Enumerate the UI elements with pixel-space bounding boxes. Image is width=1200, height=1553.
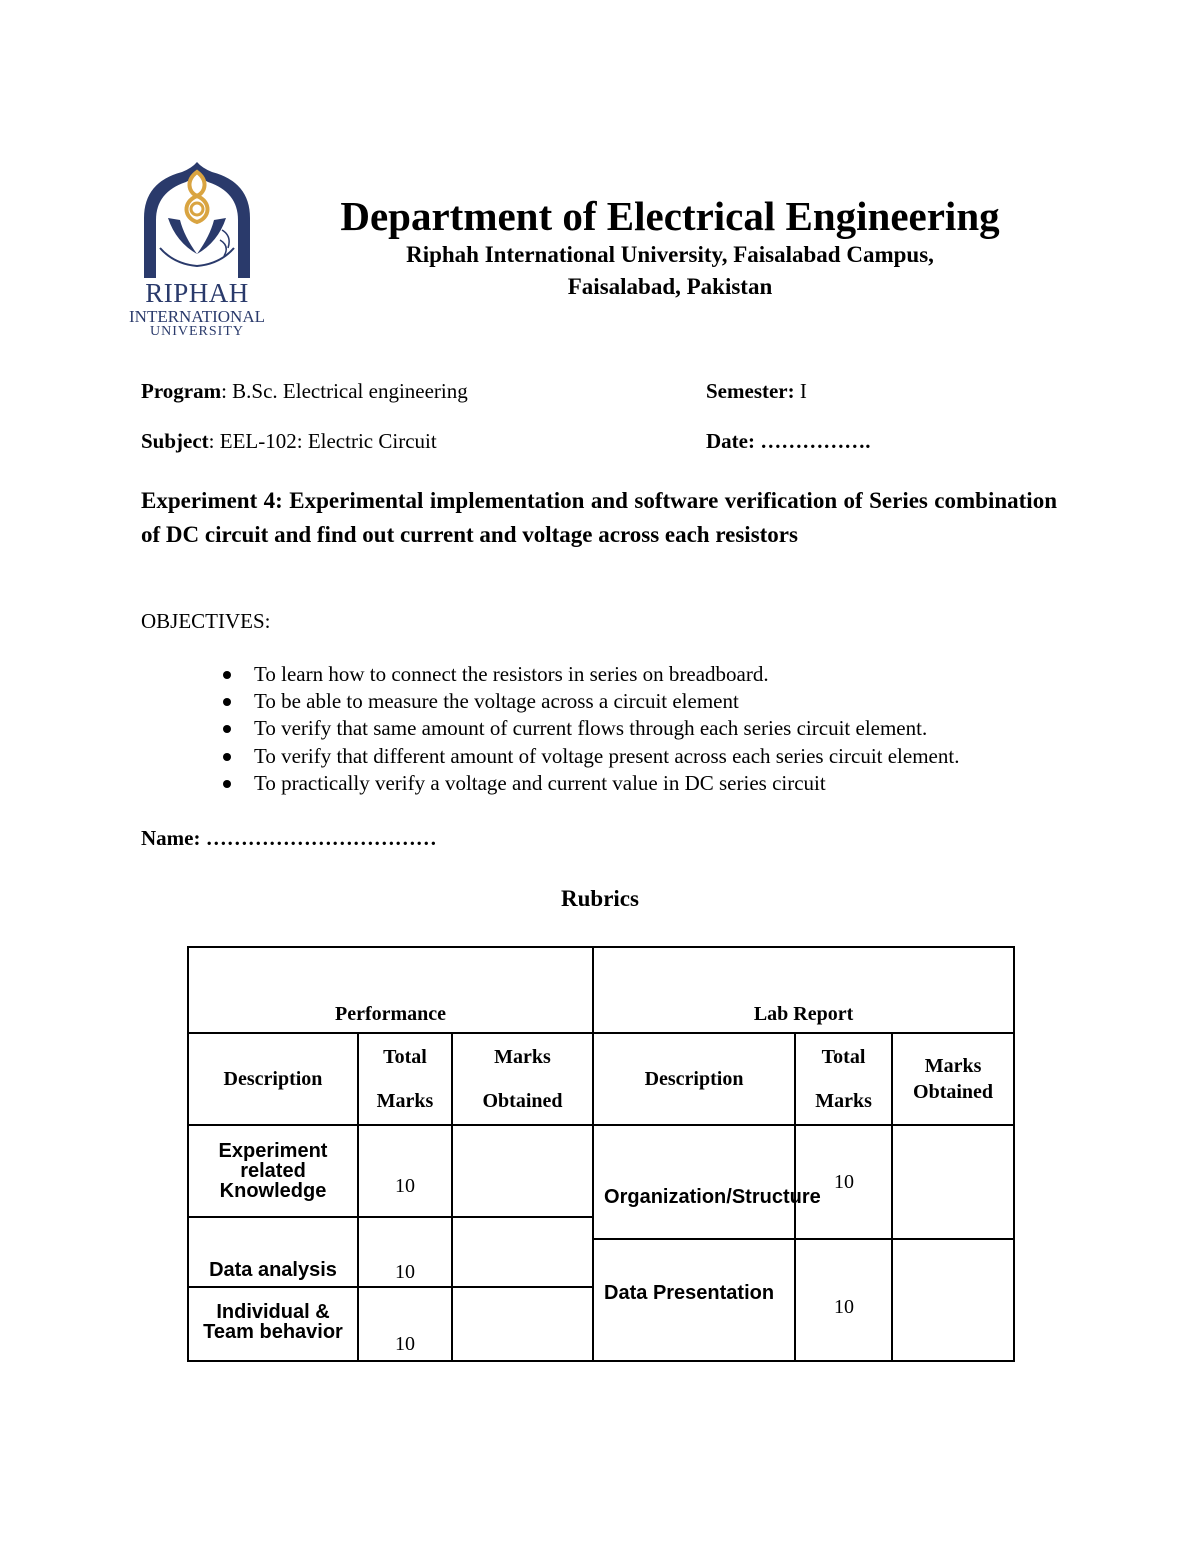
objective-item: To be able to measure the voltage across a circuit element bbox=[141, 688, 959, 715]
logo-text-international: INTERNATIONAL bbox=[129, 307, 265, 326]
objectives-heading: OBJECTIVES: bbox=[141, 609, 271, 633]
subject-field bbox=[141, 429, 437, 454]
lab-report-header: Lab Report bbox=[593, 947, 1014, 1033]
date-field bbox=[706, 429, 870, 454]
objectives-list bbox=[141, 661, 959, 797]
performance-marks-obtained-header bbox=[452, 1033, 593, 1125]
total-label: Total bbox=[383, 1046, 427, 1068]
performance-row-description: Experiment related Knowledge bbox=[188, 1125, 358, 1217]
marks-label: Marks bbox=[924, 1055, 982, 1077]
obtained-label: Obtained bbox=[913, 1081, 994, 1103]
name-field bbox=[141, 826, 437, 851]
lab-row-obtained[interactable] bbox=[892, 1125, 1014, 1239]
name-value: …………………………… bbox=[200, 826, 437, 850]
date-label: Date: bbox=[706, 429, 755, 453]
performance-row-obtained[interactable] bbox=[452, 1217, 593, 1287]
program-field bbox=[141, 379, 468, 404]
performance-row-obtained[interactable] bbox=[452, 1287, 593, 1361]
lab-marks-obtained-header bbox=[892, 1033, 1014, 1125]
performance-row-obtained[interactable] bbox=[452, 1125, 593, 1217]
lab-description-header: Description bbox=[593, 1033, 795, 1125]
university-name-line2: Faisalabad, Pakistan bbox=[567, 274, 773, 299]
rubrics-title: Rubrics bbox=[561, 886, 639, 911]
lab-row-description: Data Presentation bbox=[593, 1239, 795, 1361]
performance-row-total: 10 bbox=[358, 1287, 452, 1361]
lab-total-marks-header bbox=[795, 1033, 892, 1125]
semester-label: Semester: bbox=[706, 379, 795, 403]
semester-value: I bbox=[794, 379, 807, 403]
performance-row-description: Data analysis bbox=[188, 1217, 358, 1287]
lab-row-description: Organization/Structure bbox=[593, 1125, 795, 1239]
logo-text-university: UNIVERSITY bbox=[150, 324, 244, 339]
performance-description-header: Description bbox=[188, 1033, 358, 1125]
name-label: Name: bbox=[141, 826, 201, 850]
performance-row-total: 10 bbox=[358, 1125, 452, 1217]
university-name-line1: Riphah International University, Faisalabad Campus, bbox=[406, 242, 934, 267]
performance-row-description: Individual & Team behavior bbox=[188, 1287, 358, 1361]
university-logo bbox=[124, 160, 270, 339]
lab-row-total: 10 bbox=[795, 1125, 892, 1239]
department-title: Department of Electrical Engineering bbox=[340, 193, 1000, 239]
marks-label: Marks bbox=[376, 1090, 434, 1112]
obtained-label: Obtained bbox=[482, 1090, 563, 1112]
performance-header: Performance bbox=[188, 947, 593, 1033]
program-label: Program bbox=[141, 379, 222, 403]
performance-total-marks-header bbox=[358, 1033, 452, 1125]
subject-label: Subject bbox=[141, 429, 209, 453]
program-value: : B.Sc. Electrical engineering bbox=[221, 379, 468, 403]
objective-item: To learn how to connect the resistors in series on breadboard. bbox=[141, 661, 959, 688]
objective-item: To practically verify a voltage and current value in DC series circuit bbox=[141, 770, 959, 797]
marks-label: Marks bbox=[494, 1046, 551, 1068]
table-row bbox=[188, 1125, 1014, 1181]
date-value: ……………. bbox=[754, 429, 871, 453]
objective-item: To verify that same amount of current flows through each series circuit element. bbox=[141, 715, 959, 742]
rubrics-table bbox=[187, 946, 1015, 1362]
objective-item: To verify that different amount of voltage present across each series circuit element. bbox=[141, 743, 959, 770]
riphah-emblem-icon bbox=[124, 160, 270, 280]
subject-value: : EEL-102: Electric Circuit bbox=[208, 429, 437, 453]
marks-label: Marks bbox=[815, 1090, 872, 1112]
performance-row-total: 10 bbox=[358, 1217, 452, 1287]
logo-text-riphah: RIPHAH bbox=[145, 278, 249, 308]
semester-field bbox=[706, 379, 807, 404]
lab-row-total: 10 bbox=[795, 1239, 892, 1361]
lab-row-obtained[interactable] bbox=[892, 1239, 1014, 1361]
experiment-title: Experiment 4: Experimental implementation and software verification of Series combination of DC circuit and find out current and voltage across each resistors bbox=[141, 488, 1057, 547]
total-label: Total bbox=[821, 1046, 866, 1068]
